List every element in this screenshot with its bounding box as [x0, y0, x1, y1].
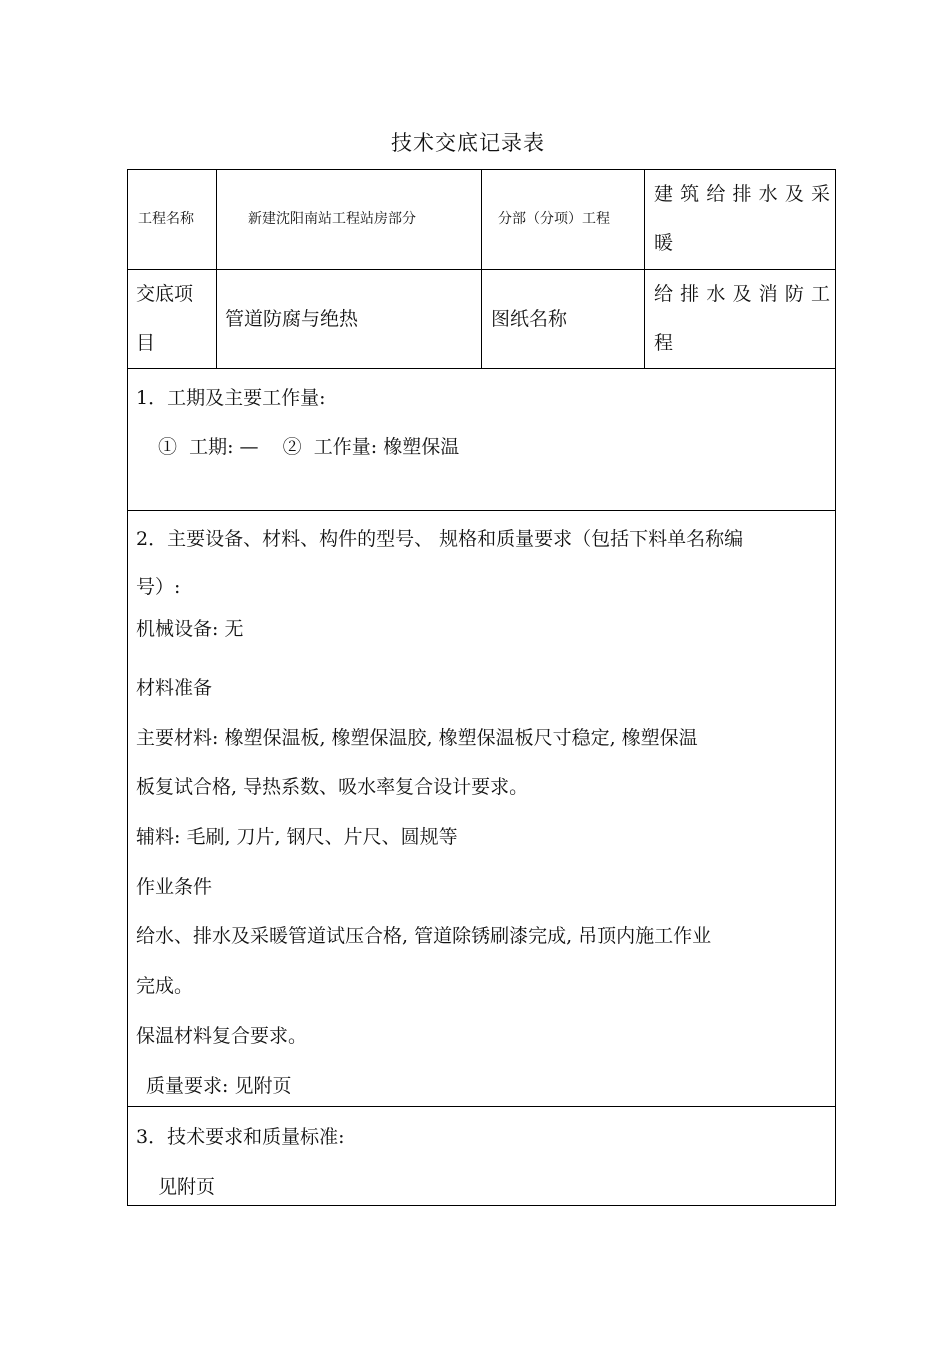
disclosure-table [127, 169, 836, 1206]
item-label-line1: 交底项 [136, 283, 194, 305]
main-materials-line1: 主要材料: 橡塑保温板, 橡塑保温胶, 橡塑保温板尺寸稳定, 橡塑保温 [136, 727, 698, 749]
quality-requirement: 质量要求: 见附页 [146, 1075, 292, 1097]
row-divider [128, 510, 835, 511]
drawing-value-line1: 给排水及消防工 [654, 283, 830, 305]
main-materials-line2: 板复试合格, 导热系数、吸水率复合设计要求。 [136, 776, 529, 798]
page-title: 技术交底记录表 [391, 131, 545, 155]
conditions-line1: 给水、排水及采暖管道试压合格, 管道除锈刷漆完成, 吊顶内施工作业 [136, 925, 712, 947]
conditions-line2: 完成。 [136, 975, 194, 997]
division-label: 分部（分项）工程 [498, 211, 610, 227]
drawing-value-line2: 程 [654, 332, 674, 354]
section2-heading-line1: 2．主要设备、材料、构件的型号、 规格和质量要求（包括下料单名称编 [136, 528, 744, 550]
insulation-requirement: 保温材料复合要求。 [136, 1025, 308, 1047]
project-name-label: 工程名称 [138, 211, 194, 227]
item-value: 管道防腐与绝热 [225, 308, 359, 330]
materials-title: 材料准备 [136, 677, 213, 699]
division-value-line2: 暖 [654, 232, 674, 254]
column-divider [644, 170, 645, 369]
item-label-line2: 目 [136, 332, 156, 354]
section1-line: ① 工期: — ② 工作量: 橡塑保温 [158, 436, 460, 458]
section1-heading: 1．工期及主要工作量: [136, 387, 326, 409]
column-divider [481, 170, 482, 369]
row-divider [128, 1106, 835, 1107]
work-conditions-title: 作业条件 [136, 876, 213, 898]
drawing-label: 图纸名称 [491, 308, 568, 330]
column-divider [216, 170, 217, 369]
project-name-value: 新建沈阳南站工程站房部分 [248, 211, 416, 227]
section3-heading: 3．技术要求和质量标准: [136, 1126, 345, 1148]
aux-materials-line: 辅料: 毛刷, 刀片, 钢尺、片尺、圆规等 [136, 826, 458, 848]
division-value-line1: 建筑给排水及采 [654, 183, 830, 205]
section3-line: 见附页 [158, 1176, 216, 1198]
section2-heading-line2: 号）: [136, 576, 181, 598]
machinery-line: 机械设备: 无 [136, 618, 244, 640]
